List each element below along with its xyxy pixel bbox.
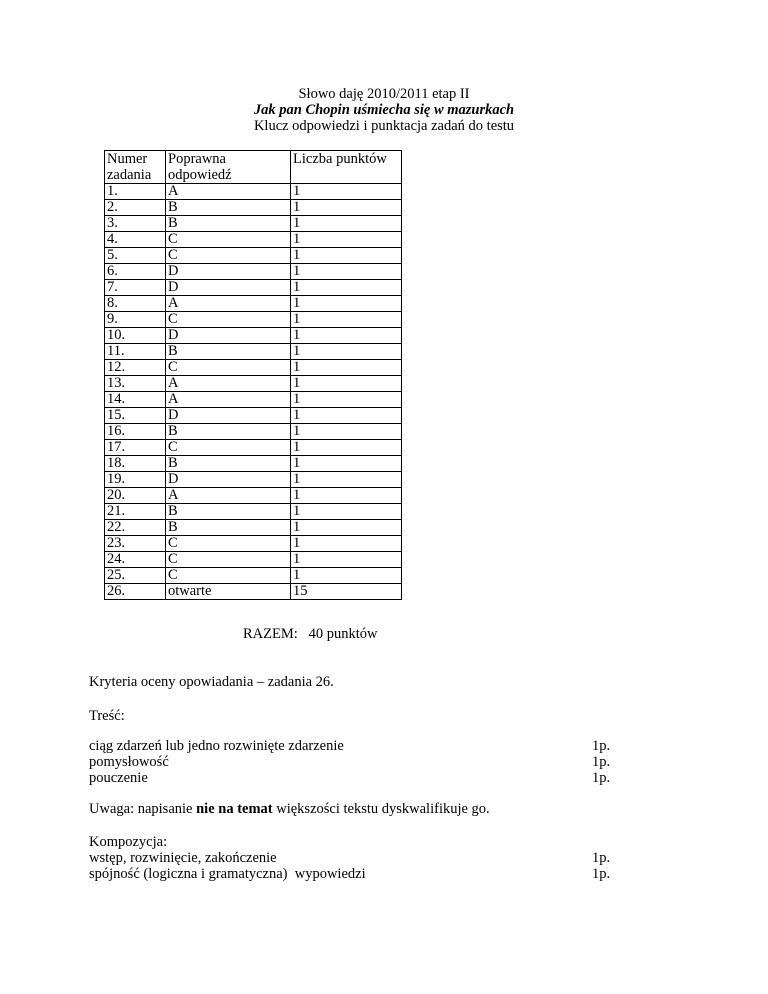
answer-cell: B	[166, 424, 291, 440]
answer-key-table	[104, 150, 402, 600]
task-number-cell: 9.	[105, 312, 166, 328]
note	[89, 801, 490, 817]
points-cell: 15	[291, 584, 402, 600]
table-row	[105, 424, 402, 440]
points-cell: 1	[291, 376, 402, 392]
points-value: 1p.	[592, 738, 611, 754]
document-header	[0, 86, 768, 134]
task-number-cell: 26.	[105, 584, 166, 600]
task-number-cell: 22.	[105, 520, 166, 536]
points-cell: 1	[291, 504, 402, 520]
points-cell: 1	[291, 360, 402, 376]
answer-cell: D	[166, 264, 291, 280]
points-cell: 1	[291, 312, 402, 328]
points-value: 1p.	[592, 754, 611, 770]
task-number-cell: 24.	[105, 552, 166, 568]
table-row	[105, 312, 402, 328]
answer-cell: B	[166, 344, 291, 360]
content-points	[592, 738, 610, 786]
task-number-cell: 14.	[105, 392, 166, 408]
composition-label: Kompozycja:	[89, 834, 168, 850]
task-number-cell: 8.	[105, 296, 166, 312]
answer-cell: A	[166, 376, 291, 392]
answer-cell: C	[166, 536, 291, 552]
table-row	[105, 264, 402, 280]
task-number-cell: 1.	[105, 184, 166, 200]
answer-cell: B	[166, 216, 291, 232]
points-cell: 1	[291, 440, 402, 456]
table-row	[105, 472, 402, 488]
points-cell: 1	[291, 184, 402, 200]
points-cell: 1	[291, 568, 402, 584]
header-cell-points: Liczba punktów	[291, 151, 402, 184]
answer-cell: C	[166, 552, 291, 568]
task-number-cell: 25.	[105, 568, 166, 584]
task-number-cell: 3.	[105, 216, 166, 232]
table-row	[105, 568, 402, 584]
task-number-cell: 5.	[105, 248, 166, 264]
table-row	[105, 504, 402, 520]
content-items	[89, 738, 344, 786]
answer-cell: A	[166, 488, 291, 504]
table-row	[105, 584, 402, 600]
points-cell: 1	[291, 280, 402, 296]
answer-cell: A	[166, 392, 291, 408]
answer-cell: B	[166, 200, 291, 216]
answer-cell: C	[166, 232, 291, 248]
list-item: pomysłowość	[89, 754, 169, 770]
list-item: ciąg zdarzeń lub jedno rozwinięte zdarzenie	[89, 738, 344, 754]
points-cell: 1	[291, 328, 402, 344]
task-number-cell: 10.	[105, 328, 166, 344]
points-cell: 1	[291, 216, 402, 232]
document-caption: Klucz odpowiedzi i punktacja zadań do testu	[253, 118, 515, 134]
points-cell: 1	[291, 344, 402, 360]
answer-cell: D	[166, 280, 291, 296]
answer-cell: D	[166, 472, 291, 488]
note-emphasis: nie na temat	[196, 801, 273, 817]
points-value: 1p.	[592, 770, 611, 786]
points-cell: 1	[291, 424, 402, 440]
criteria-heading: Kryteria oceny opowiadania – zadania 26.	[89, 674, 334, 690]
table-row	[105, 248, 402, 264]
task-number-cell: 13.	[105, 376, 166, 392]
answer-cell: D	[166, 408, 291, 424]
task-number-cell: 18.	[105, 456, 166, 472]
composition-points	[592, 850, 610, 882]
table-row	[105, 520, 402, 536]
answer-cell: B	[166, 456, 291, 472]
points-cell: 1	[291, 264, 402, 280]
points-cell: 1	[291, 392, 402, 408]
table-row	[105, 360, 402, 376]
points-cell: 1	[291, 456, 402, 472]
points-cell: 1	[291, 248, 402, 264]
table-row	[105, 200, 402, 216]
task-number-cell: 6.	[105, 264, 166, 280]
content-label: Treść:	[89, 708, 125, 724]
table-row	[105, 280, 402, 296]
table-row	[105, 296, 402, 312]
task-number-cell: 17.	[105, 440, 166, 456]
header-cell-number: Numer zadania	[105, 151, 166, 184]
task-number-cell: 23.	[105, 536, 166, 552]
task-number-cell: 4.	[105, 232, 166, 248]
list-item: pouczenie	[89, 770, 148, 786]
task-number-cell: 16.	[105, 424, 166, 440]
task-number-cell: 2.	[105, 200, 166, 216]
table-row	[105, 184, 402, 200]
points-cell: 1	[291, 296, 402, 312]
document-title: Słowo daję 2010/2011 etap II	[298, 86, 470, 102]
task-number-cell: 12.	[105, 360, 166, 376]
points-cell: 1	[291, 472, 402, 488]
answer-cell: otwarte	[166, 584, 291, 600]
answer-cell: C	[166, 440, 291, 456]
composition-items	[89, 850, 366, 882]
task-number-cell: 20.	[105, 488, 166, 504]
points-cell: 1	[291, 408, 402, 424]
list-item: spójność (logiczna i gramatyczna) wypowiedzi	[89, 866, 366, 882]
answer-cell: C	[166, 312, 291, 328]
points-cell: 1	[291, 520, 402, 536]
answer-cell: B	[166, 504, 291, 520]
table-row	[105, 344, 402, 360]
total-score: RAZEM: 40 punktów	[243, 626, 378, 642]
task-number-cell: 19.	[105, 472, 166, 488]
document-subtitle: Jak pan Chopin uśmiecha się w mazurkach	[253, 102, 515, 118]
note-suffix: większości tekstu dyskwalifikuje go.	[272, 801, 490, 817]
points-value: 1p.	[592, 866, 611, 882]
points-cell: 1	[291, 488, 402, 504]
table-row	[105, 232, 402, 248]
points-cell: 1	[291, 200, 402, 216]
table-header-row	[105, 151, 402, 184]
table-row	[105, 408, 402, 424]
note-prefix: Uwaga: napisanie	[89, 801, 197, 817]
table-row	[105, 488, 402, 504]
table-row	[105, 392, 402, 408]
points-cell: 1	[291, 536, 402, 552]
answer-cell: C	[166, 360, 291, 376]
answer-cell: B	[166, 520, 291, 536]
task-number-cell: 11.	[105, 344, 166, 360]
answer-cell: A	[166, 184, 291, 200]
task-number-cell: 15.	[105, 408, 166, 424]
header-cell-answer: Poprawna odpowiedź	[166, 151, 291, 184]
table-row	[105, 440, 402, 456]
table-row	[105, 536, 402, 552]
answer-cell: C	[166, 568, 291, 584]
table-row	[105, 376, 402, 392]
table-row	[105, 328, 402, 344]
answer-cell: A	[166, 296, 291, 312]
table-row	[105, 216, 402, 232]
table-row	[105, 552, 402, 568]
points-cell: 1	[291, 552, 402, 568]
task-number-cell: 7.	[105, 280, 166, 296]
table-row	[105, 456, 402, 472]
points-value: 1p.	[592, 850, 611, 866]
points-cell: 1	[291, 232, 402, 248]
task-number-cell: 21.	[105, 504, 166, 520]
answer-cell: D	[166, 328, 291, 344]
list-item: wstęp, rozwinięcie, zakończenie	[89, 850, 277, 866]
answer-cell: C	[166, 248, 291, 264]
